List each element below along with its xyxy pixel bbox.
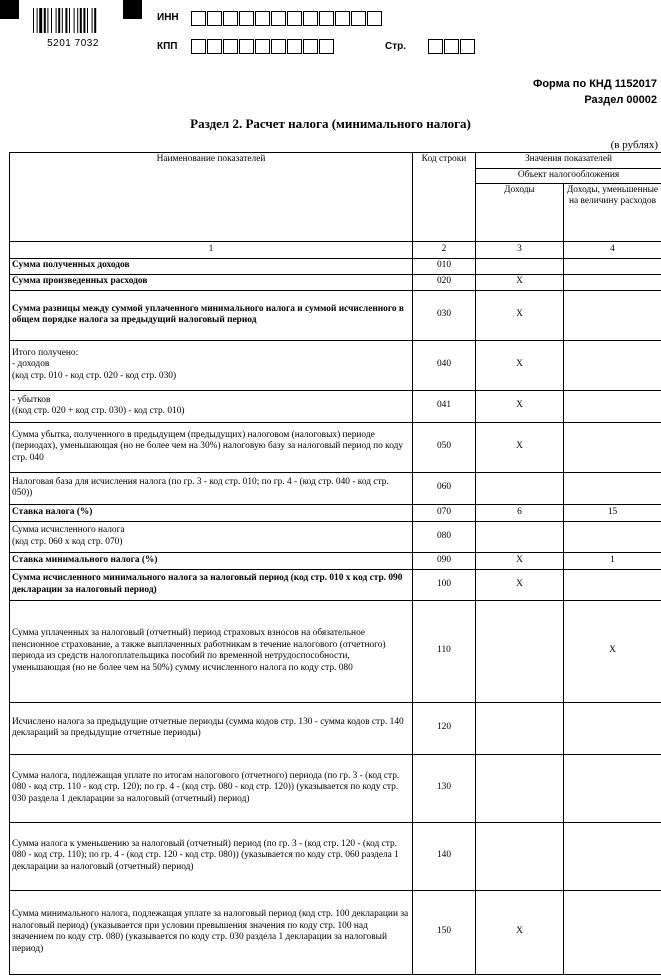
- value-income-minus-expenses-cell[interactable]: [564, 521, 661, 552]
- row-code: 070: [413, 504, 476, 521]
- value-income-minus-expenses-cell[interactable]: 1: [564, 552, 661, 569]
- table-row: [10, 340, 661, 390]
- value-income-minus-expenses-cell[interactable]: 15: [564, 504, 661, 521]
- row-code: 140: [413, 822, 476, 890]
- table-row: [10, 258, 661, 274]
- value-income-minus-expenses-cell[interactable]: [564, 702, 661, 754]
- row-code: 080: [413, 521, 476, 552]
- table-row: [10, 504, 661, 521]
- value-income-minus-expenses-cell[interactable]: X: [564, 600, 661, 702]
- form-code: Форма по КНД 1152017: [532, 78, 657, 90]
- page-title: Раздел 2. Расчет налога (минимального налога): [190, 116, 471, 131]
- inn-digit-cell[interactable]: [319, 11, 334, 26]
- value-income-cell[interactable]: [476, 600, 564, 702]
- value-income-minus-expenses-cell[interactable]: [564, 390, 661, 422]
- value-income-minus-expenses-cell[interactable]: [564, 290, 661, 340]
- tax-calculation-table: [9, 152, 661, 975]
- table-row: [10, 754, 661, 822]
- table-row: [10, 600, 661, 702]
- row-code: 050: [413, 422, 476, 472]
- row-code: 110: [413, 600, 476, 702]
- value-income-cell[interactable]: X: [476, 552, 564, 569]
- value-income-minus-expenses-cell[interactable]: [564, 569, 661, 600]
- inn-digit-cell[interactable]: [367, 11, 382, 26]
- value-income-cell[interactable]: X: [476, 569, 564, 600]
- value-income-cell[interactable]: [476, 754, 564, 822]
- value-income-minus-expenses-cell[interactable]: [564, 472, 661, 504]
- table-row: [10, 890, 661, 974]
- kpp-digit-cell[interactable]: [191, 39, 206, 54]
- table-row: [10, 472, 661, 504]
- row-name: Сумма произведенных расходов: [10, 274, 413, 290]
- kpp-digit-cell[interactable]: [239, 39, 254, 54]
- kpp-field[interactable]: [191, 39, 335, 54]
- row-name: Исчислено налога за предыдущие отчетные периоды (сумма кодов стр. 130 - сумма кодов стр. 140 деклараций за предыдущие отчетные периоды): [10, 702, 413, 754]
- value-income-minus-expenses-cell[interactable]: [564, 754, 661, 822]
- kpp-digit-cell[interactable]: [207, 39, 222, 54]
- inn-digit-cell[interactable]: [271, 11, 286, 26]
- header-code: Код строки: [413, 153, 476, 242]
- table-row: [10, 274, 661, 290]
- row-name: Налоговая база для исчисления налога (по гр. 3 - код стр. 010; по гр. 4 - (код стр. 040 - код стр. 050)): [10, 472, 413, 504]
- table-row: [10, 390, 661, 422]
- row-name: Итого получено: - доходов (код стр. 010 - код стр. 020 - код стр. 030): [10, 340, 413, 390]
- row-name: Сумма уплаченных за налоговый (отчетный) период страховых взносов на обязательное пенсионное страхование, а также выплаченных работникам в течение налогового (отчетного) периода из средств налогоплательщика пособий по временной нетрудоспособности, уменьшающая (но не более чем на 50%) сумму исчисленного налога по коду стр. 080: [10, 600, 413, 702]
- value-income-cell[interactable]: X: [476, 340, 564, 390]
- page-digit-cell[interactable]: [444, 39, 459, 54]
- row-name: Сумма убытка, полученного в предыдущем (предыдущих) налоговом (налоговых) периоде (периодах), уменьшающая (но не более чем на 30%) налоговую базу за налоговый период по коду стр. 040: [10, 422, 413, 472]
- kpp-digit-cell[interactable]: [223, 39, 238, 54]
- inn-digit-cell[interactable]: [223, 11, 238, 26]
- kpp-digit-cell[interactable]: [271, 39, 286, 54]
- table-row: [10, 422, 661, 472]
- barcode-number: 5201 7032: [47, 38, 99, 49]
- page-digit-cell[interactable]: [428, 39, 443, 54]
- inn-digit-cell[interactable]: [335, 11, 350, 26]
- column-number-2: 2: [413, 241, 476, 258]
- inn-digit-cell[interactable]: [207, 11, 222, 26]
- kpp-digit-cell[interactable]: [255, 39, 270, 54]
- value-income-minus-expenses-cell[interactable]: [564, 274, 661, 290]
- table-row: [10, 290, 661, 340]
- header-income: Доходы: [476, 183, 564, 241]
- table-row: [10, 552, 661, 569]
- value-income-cell[interactable]: [476, 702, 564, 754]
- row-name: - убытков ((код стр. 020 + код стр. 030) - код стр. 010): [10, 390, 413, 422]
- value-income-cell[interactable]: X: [476, 274, 564, 290]
- row-code: 040: [413, 340, 476, 390]
- kpp-digit-cell[interactable]: [319, 39, 334, 54]
- row-code: 060: [413, 472, 476, 504]
- row-name: Ставка налога (%): [10, 504, 413, 521]
- row-code: 150: [413, 890, 476, 974]
- page-label: Стр.: [385, 41, 407, 52]
- row-code: 010: [413, 258, 476, 274]
- value-income-cell[interactable]: [476, 258, 564, 274]
- inn-digit-cell[interactable]: [287, 11, 302, 26]
- value-income-minus-expenses-cell[interactable]: [564, 340, 661, 390]
- barcode-icon: [33, 8, 113, 33]
- row-name: Сумма исчисленного налога (код стр. 060 х код стр. 070): [10, 521, 413, 552]
- table-row: [10, 702, 661, 754]
- row-code: 120: [413, 702, 476, 754]
- value-income-cell[interactable]: X: [476, 422, 564, 472]
- inn-digit-cell[interactable]: [255, 11, 270, 26]
- header-object: Объект налогообложения: [476, 169, 661, 184]
- header-income-minus-expenses: Доходы, уменьшенные на величину расходов: [564, 183, 661, 241]
- value-income-cell[interactable]: [476, 822, 564, 890]
- row-code: 020: [413, 274, 476, 290]
- header-values: Значения показателей: [476, 153, 661, 169]
- table-row: [10, 569, 661, 600]
- value-income-minus-expenses-cell[interactable]: [564, 422, 661, 472]
- row-code: 041: [413, 390, 476, 422]
- row-name: Сумма исчисленного минимального налога за налоговый период (код стр. 010 х код стр. 090 декларации за налоговый период): [10, 569, 413, 600]
- row-code: 100: [413, 569, 476, 600]
- row-name: Сумма минимального налога, подлежащая уплате за налоговый период (код стр. 100 декларации за налоговый период) (указывается при условии превышения значения по коду стр. 100 над значением по коду стр. 080) (указывается по коду стр. 030 раздела 1 декларации за налоговый период): [10, 890, 413, 974]
- inn-digit-cell[interactable]: [239, 11, 254, 26]
- table-row: [10, 521, 661, 552]
- kpp-digit-cell[interactable]: [287, 39, 302, 54]
- header-name: Наименование показателей: [10, 153, 413, 242]
- section-code: Раздел 00002: [584, 94, 657, 106]
- value-income-minus-expenses-cell[interactable]: [564, 890, 661, 974]
- value-income-minus-expenses-cell[interactable]: [564, 822, 661, 890]
- column-number-1: 1: [10, 241, 413, 258]
- corner-marker-right: [123, 0, 142, 19]
- row-code: 130: [413, 754, 476, 822]
- column-number-3: 3: [476, 241, 564, 258]
- row-code: 090: [413, 552, 476, 569]
- inn-field[interactable]: [191, 11, 383, 26]
- value-income-cell[interactable]: X: [476, 890, 564, 974]
- inn-digit-cell[interactable]: [303, 11, 318, 26]
- inn-label: ИНН: [157, 12, 179, 23]
- value-income-minus-expenses-cell[interactable]: [564, 258, 661, 274]
- inn-digit-cell[interactable]: [191, 11, 206, 26]
- kpp-digit-cell[interactable]: [303, 39, 318, 54]
- row-name: Сумма разницы между суммой уплаченного минимального налога и суммой исчисленного в общем порядке налога за предыдущий налоговый период: [10, 290, 413, 340]
- value-income-cell[interactable]: 6: [476, 504, 564, 521]
- row-name: Сумма полученных доходов: [10, 258, 413, 274]
- row-name: Сумма налога, подлежащая уплате по итогам налогового (отчетного) периода (по гр. 3 - (код стр. 080 - код стр. 110 - код стр. 120); по гр. 4 - (код стр. 080 - код стр. 120)) (указывается по коду стр. 030 раздела 1 декларации за налоговый (отчетный) период): [10, 754, 413, 822]
- kpp-label: КПП: [157, 41, 178, 52]
- page-number-field[interactable]: [428, 39, 476, 54]
- row-code: 030: [413, 290, 476, 340]
- corner-marker-left: [0, 0, 19, 19]
- row-name: Сумма налога к уменьшению за налоговый (отчетный) период (по гр. 3 - (код стр. 120 - (код стр. 080 - код стр. 110); по гр. 4 - (код стр. 120 - код стр. 080)) (указывается по коду стр. 060 раздела 1 декларации за налоговый (отчетный) период): [10, 822, 413, 890]
- table-row: [10, 822, 661, 890]
- inn-digit-cell[interactable]: [351, 11, 366, 26]
- page-digit-cell[interactable]: [460, 39, 475, 54]
- units-note: (в рублях): [610, 139, 658, 151]
- value-income-cell[interactable]: [476, 472, 564, 504]
- value-income-cell[interactable]: X: [476, 390, 564, 422]
- value-income-cell[interactable]: [476, 521, 564, 552]
- column-number-4: 4: [564, 241, 661, 258]
- row-name: Ставка минимального налога (%): [10, 552, 413, 569]
- value-income-cell[interactable]: X: [476, 290, 564, 340]
